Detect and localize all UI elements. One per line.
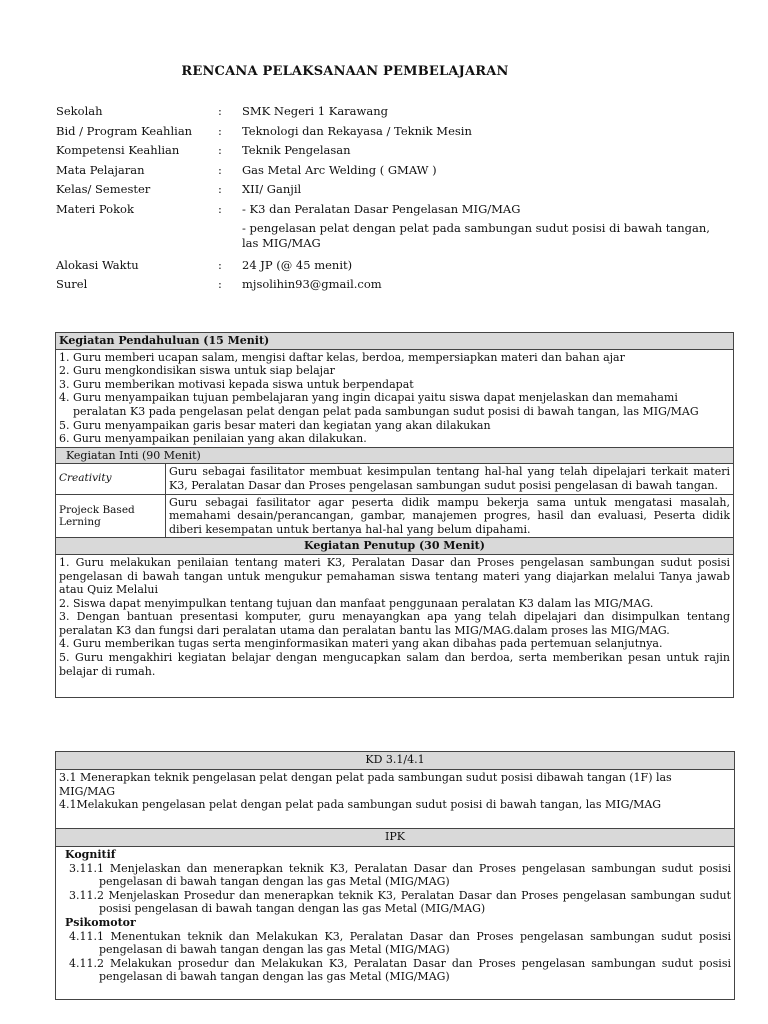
psikomotor-label: Psikomotor	[65, 915, 136, 929]
inti-text-pbl: Guru sebagai fasilitator agar peserta didik mampu bekerja sama untuk mengatasi masalah, memahami desain/perancangan, gambar, manajemen progres, hasil dan evaluasi, Peserta didik diberi kesempatan untuk bertanya hal-hal yang belum dipahami.	[166, 494, 734, 538]
list-item: 2. Guru mengkondisikan siswa untuk siap belajar	[59, 364, 335, 378]
ipk-header: IPK	[56, 829, 735, 847]
meta-label: Sekolah	[56, 104, 103, 118]
meta-colon: :	[218, 104, 222, 118]
list-item: 4.11.2 Melakukan prosedur dan Melakukan K3, Peralatan Dasar dan Proses pengelasan sambungan sudut posisi pengelasan di bawah tangan dengan las gas Metal (MIG/MAG)	[69, 956, 731, 984]
meta-colon: :	[218, 257, 222, 272]
meta-label: Materi Pokok	[56, 201, 134, 216]
list-item: 5. Guru menyampaikan garis besar materi dan kegiatan yang akan dilakukan	[59, 418, 491, 432]
meta-value-materi	[242, 202, 722, 255]
materi-item: - pengelasan pelat dengan pelat pada sambungan sudut posisi di bawah tangan, las MIG/MAG	[242, 220, 710, 250]
list-item: 3.11.2 Menjelaskan Prosedur dan menerapkan teknik K3, Peralatan Dasar dan Proses pengelasan sambungan sudut posisi pengelasan di bawah tangan dengan las gas Metal (MIG/MAG)	[69, 888, 731, 916]
meta-label: Kelas/ Semester	[56, 182, 151, 196]
list-item: 3. Dengan bantuan presentasi komputer, guru menayangkan apa yang telah dipelajari dan disimpulkan tentang peralatan K3 dan fungsi dari peralatan utama dan peralatan bantu las MIG/MAG.dalam proses las MIG/MAG.	[59, 610, 730, 637]
list-item: 1. Guru memberi ucapan salam, mengisi daftar kelas, berdoa, mempersiapkan materi dan bahan ajar	[59, 350, 625, 364]
meta-colon: :	[218, 277, 222, 291]
document-title: RENCANA PELAKSANAAN PEMBELAJARAN	[181, 64, 509, 79]
meta-colon: :	[218, 201, 222, 216]
list-item: 4.11.1 Menentukan teknik dan Melakukan K3, Peralatan Dasar dan Proses pengelasan sambungan sudut posisi pengelasan di bawah tangan dengan las gas Metal (MIG/MAG)	[69, 929, 731, 957]
list-item: 1. Guru melakukan penilaian tentang materi K3, Peralatan Dasar dan Proses pengelasan sambungan sudut posisi pengelasan di bawah tangan untuk mengukur pemahaman siswa tentang materi yang diajarkan melalui Tanya jawab atau Quiz Melalui	[59, 555, 730, 597]
list-item: 3. Guru memberikan motivasi kepada siswa untuk berpendapat	[59, 377, 414, 391]
pendahuluan-header: Kegiatan Pendahuluan (15 Menit)	[56, 333, 734, 350]
penutup-header: Kegiatan Penutup (30 Menit)	[56, 538, 734, 555]
kognitif-label: Kognitif	[65, 848, 116, 861]
meta-colon: :	[218, 182, 222, 196]
meta-colon: :	[218, 123, 222, 138]
meta-label: Surel	[56, 277, 88, 291]
meta-colon: :	[218, 162, 222, 177]
list-item: 5. Guru mengakhiri kegiatan belajar dengan mengucapkan salam dan berdoa, serta memberikan pesan untuk rajin belajar di rumah.	[59, 651, 730, 678]
meta-value: XII/ Ganjil	[242, 182, 302, 196]
kd-header: KD 3.1/4.1	[56, 752, 735, 770]
list-item: 4. Guru memberikan tugas serta menginformasikan materi yang akan dibahas pada pertemuan selanjutnya.	[59, 637, 663, 651]
penutup-body	[56, 554, 734, 697]
list-item: 3.11.1 Menjelaskan dan menerapkan teknik K3, Peralatan Dasar dan Proses pengelasan sambungan sudut posisi pengelasan di bawah tangan dengan las gas Metal (MIG/MAG)	[69, 861, 731, 889]
list-item: 4. Guru menyampaikan tujuan pembelajaran yang ingin dicapai yaitu siswa dapat menjelaskan dan memahami peralatan K3 pada pengelasan pelat dengan pelat pada sambungan sudut posisi di bawah tangan, las MIG/MAG	[59, 391, 699, 418]
list-item: 2. Siswa dapat menyimpulkan tentang tujuan dan manfaat penggunaan peralatan K3 dalam las MIG/MAG.	[59, 596, 654, 610]
meta-label: Bid / Program Keahlian	[56, 123, 193, 138]
meta-value: Gas Metal Arc Welding ( GMAW )	[242, 162, 437, 177]
meta-value: Teknik Pengelasan	[242, 143, 351, 157]
list-item: 4.1Melakukan pengelasan pelat dengan pelat pada sambungan sudut posisi di bawah tangan, las MIG/MAG	[59, 798, 662, 812]
meta-value: SMK Negeri 1 Karawang	[242, 104, 389, 118]
list-item: 3.1 Menerapkan teknik pengelasan pelat dengan pelat pada sambungan sudut posisi dibawah tangan (1F) las MIG/MAG	[59, 771, 672, 798]
meta-label: Mata Pelajaran	[56, 162, 145, 177]
list-item: 6. Guru menyampaikan penilaian yang akan dilakukan.	[59, 432, 367, 446]
inti-label-pbl: Projeck Based Lerning	[56, 494, 166, 538]
inti-header: Kegiatan Inti (90 Menit)	[56, 447, 734, 464]
materi-item: - K3 dan Peralatan Dasar Pengelasan MIG/MAG	[242, 201, 521, 216]
meta-value: mjsolihin93@gmail.com	[242, 277, 382, 291]
kd-ipk-table	[55, 751, 735, 1000]
meta-label: Kompetensi Keahlian	[56, 143, 180, 157]
activities-table	[55, 332, 734, 698]
inti-text-creativity: Guru sebagai fasilitator membuat kesimpulan tentang hal-hal yang telah dipelajari terkait materi K3, Peralatan Dasar dan Proses pengelasan sambungan sudut posisi pengelasan di bawah tangan.	[166, 464, 734, 494]
meta-value: 24 JP (@ 45 menit)	[242, 257, 353, 272]
meta-colon: :	[218, 143, 222, 157]
kd-body	[56, 770, 735, 829]
inti-label-creativity: Creativity	[56, 464, 166, 494]
meta-label: Alokasi Waktu	[56, 257, 139, 272]
pendahuluan-body	[56, 349, 734, 447]
ipk-body	[56, 847, 735, 1000]
meta-value: Teknologi dan Rekayasa / Teknik Mesin	[242, 123, 472, 138]
